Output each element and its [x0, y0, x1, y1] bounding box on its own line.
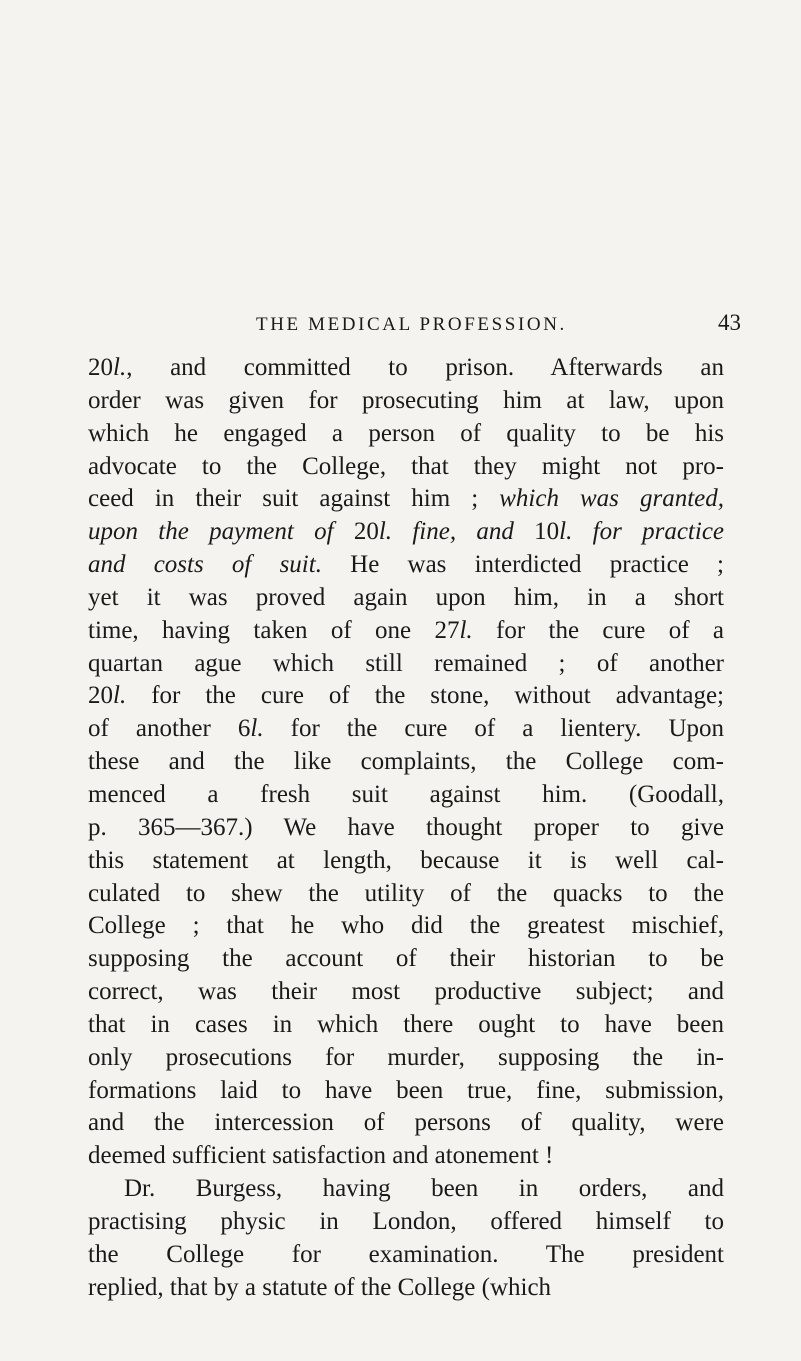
text-run: only prosecutions for murder, supposing the in- — [88, 1043, 724, 1071]
text-run: time, having taken of one 27 — [88, 616, 460, 644]
text-line — [88, 418, 724, 451]
text-run: supposing the account of their historian to be — [88, 945, 724, 973]
text-run: College ; that he who did the greatest mischief, — [88, 912, 724, 940]
text-line — [88, 746, 724, 779]
text-run: p. 365—367.) We have thought proper to give — [88, 813, 724, 841]
text-line — [88, 1206, 724, 1239]
text-run: deemed sufficient satisfaction and atonement ! — [88, 1142, 554, 1170]
text-run: yet it was proved again upon him, in a short — [88, 583, 724, 611]
italic-text: l. fine, and — [378, 518, 535, 546]
text-line — [88, 582, 724, 615]
text-line — [88, 451, 724, 484]
text-line — [88, 1272, 724, 1305]
text-run: the College for examination. The president — [88, 1240, 724, 1268]
paragraph — [88, 352, 724, 1173]
paragraph — [88, 1173, 724, 1304]
text-run: advocate to the College, that they might not pro- — [88, 452, 724, 480]
text-run: order was given for prosecuting him at law, upon — [88, 386, 724, 414]
text-run: 10 — [534, 518, 560, 546]
text-run: these and the like complaints, the College com- — [88, 748, 724, 776]
text-line — [88, 943, 724, 976]
italic-text: l. — [250, 715, 264, 743]
text-run: which he engaged a person of quality to be his — [88, 419, 724, 447]
text-line — [88, 385, 724, 418]
text-line — [88, 483, 724, 516]
text-line — [88, 845, 724, 878]
text-line — [88, 1140, 724, 1173]
text-run: culated to shew the utility of the quacks to the — [88, 879, 724, 907]
text-run: 20 — [353, 518, 379, 546]
text-run: Dr. Burgess, having been in orders, and — [124, 1175, 724, 1203]
text-run: correct, was their most productive subject; and — [88, 978, 724, 1006]
text-run: of another 6 — [88, 715, 251, 743]
text-line — [88, 910, 724, 943]
text-line — [88, 516, 724, 549]
text-run: 20 — [88, 682, 113, 710]
text-run: menced a fresh suit against him. (Goodall, — [88, 780, 724, 808]
page-number: 43 — [718, 310, 741, 335]
text-run: that in cases in which there ought to have been — [88, 1010, 724, 1038]
text-run: for the cure of the stone, without advantage; — [126, 682, 724, 710]
text-run: formations laid to have been true, fine, submission, — [88, 1076, 724, 1104]
text-line — [88, 878, 724, 911]
text-line — [88, 1075, 724, 1108]
text-line — [88, 1042, 724, 1075]
text-line — [88, 352, 724, 385]
italic-text: l. — [113, 682, 127, 710]
text-run: He was interdicted practice ; — [321, 551, 724, 579]
text-run: quartan ague which still remained ; of another — [88, 649, 724, 677]
running-head — [0, 310, 801, 344]
text-line — [88, 779, 724, 812]
italic-text: upon the payment of — [88, 518, 354, 546]
text-run: 20 — [88, 354, 113, 381]
text-run: this statement at length, because it is well cal- — [88, 846, 724, 874]
text-line — [88, 648, 724, 681]
text-run: for the cure of a lientery. Upon — [263, 715, 725, 743]
text-line — [88, 713, 724, 746]
body-text — [88, 352, 724, 1304]
text-line — [88, 1009, 724, 1042]
running-title: THE MEDICAL PROFESSION. — [256, 314, 567, 335]
text-line — [88, 812, 724, 845]
italic-text: l. — [113, 354, 127, 381]
text-run: for the cure of a — [472, 616, 724, 644]
text-run: practising physic in London, offered himself to — [88, 1207, 724, 1235]
text-run: , and committed to prison. Afterwards an — [126, 354, 724, 381]
text-line — [88, 615, 724, 648]
italic-text: l. for practice — [559, 518, 725, 546]
text-run: and the intercession of persons of quality, were — [88, 1109, 724, 1137]
text-run: ceed in their suit against him ; — [88, 485, 500, 513]
text-line — [88, 1107, 724, 1140]
text-line — [88, 1173, 724, 1206]
italic-text: l. — [459, 616, 473, 644]
italic-text: which was granted, — [499, 485, 724, 513]
text-line — [88, 549, 724, 582]
text-run: replied, that by a statute of the College (which — [88, 1273, 552, 1301]
text-line — [88, 976, 724, 1009]
italic-text: and costs of suit. — [88, 551, 322, 579]
text-line — [88, 680, 724, 713]
text-line — [88, 1239, 724, 1272]
